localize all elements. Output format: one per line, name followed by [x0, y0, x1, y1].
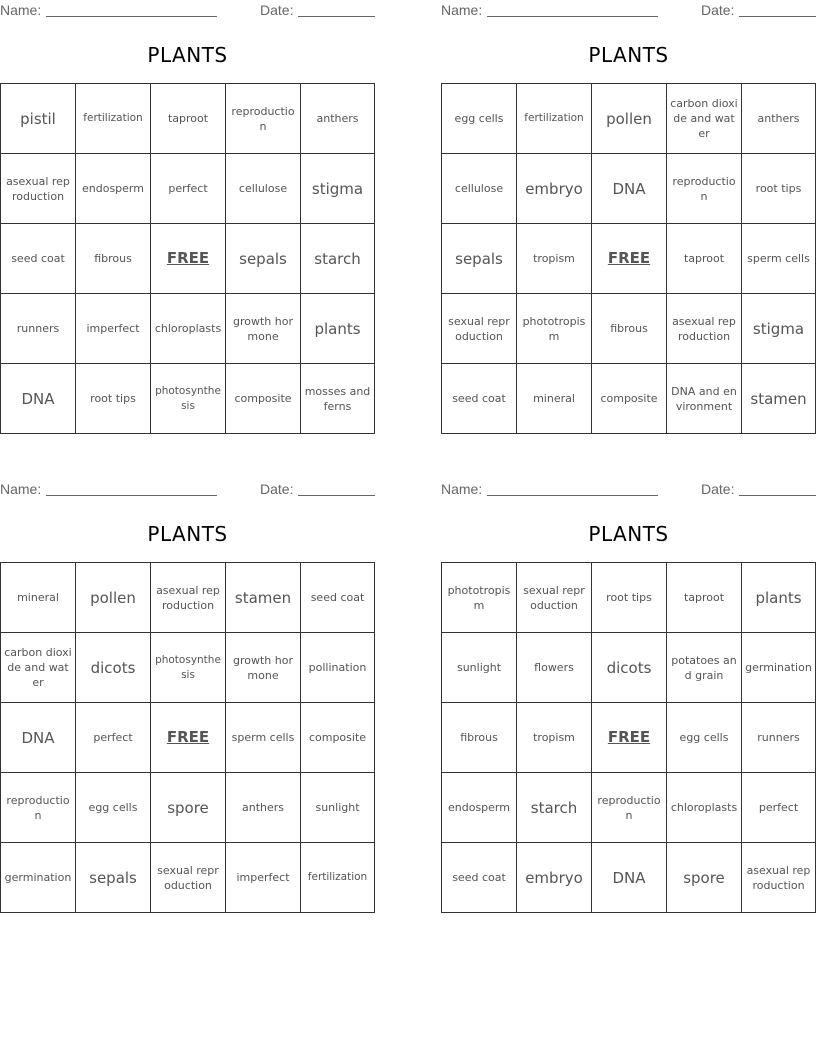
name-field[interactable]: [487, 495, 658, 496]
bingo-cell[interactable]: composite: [592, 364, 666, 433]
bingo-cell[interactable]: anthers: [226, 773, 300, 842]
date-field[interactable]: [739, 495, 816, 496]
bingo-cell[interactable]: phototropism: [517, 294, 591, 363]
bingo-cell[interactable]: dicots: [76, 633, 150, 702]
bingo-cell[interactable]: photosynthesis: [151, 633, 225, 702]
bingo-cell[interactable]: mosses and ferns: [301, 364, 374, 433]
bingo-cell[interactable]: sepals: [76, 843, 150, 912]
bingo-cell[interactable]: carbon dioxide and water: [667, 84, 741, 153]
bingo-grid: [0, 562, 375, 913]
free-space[interactable]: FREE: [592, 703, 666, 772]
name-date-row: [441, 481, 816, 499]
bingo-cell[interactable]: egg cells: [442, 84, 516, 153]
bingo-cell[interactable]: taproot: [667, 224, 741, 293]
bingo-cell[interactable]: seed coat: [442, 364, 516, 433]
bingo-grid: [0, 83, 375, 434]
bingo-cell[interactable]: perfect: [151, 154, 225, 223]
bingo-cell[interactable]: taproot: [151, 84, 225, 153]
bingo-cell[interactable]: asexual reproduction: [1, 154, 75, 223]
bingo-cell[interactable]: starch: [301, 224, 374, 293]
bingo-cell[interactable]: imperfect: [226, 843, 300, 912]
bingo-cell[interactable]: asexual reproduction: [667, 294, 741, 363]
bingo-cell[interactable]: growth hormone: [226, 633, 300, 702]
bingo-cell[interactable]: chloroplasts: [151, 294, 225, 363]
bingo-cell[interactable]: sunlight: [442, 633, 516, 702]
bingo-cell[interactable]: stamen: [742, 364, 815, 433]
bingo-cell[interactable]: growth hormone: [226, 294, 300, 363]
bingo-cell[interactable]: pollen: [592, 84, 666, 153]
bingo-cell[interactable]: egg cells: [667, 703, 741, 772]
bingo-cell[interactable]: fertilization: [76, 84, 150, 153]
bingo-cell[interactable]: sexual reproduction: [151, 843, 225, 912]
bingo-cell[interactable]: flowers: [517, 633, 591, 702]
bingo-cell[interactable]: reproduction: [226, 84, 300, 153]
bingo-cell[interactable]: root tips: [76, 364, 150, 433]
bingo-cell[interactable]: sexual reproduction: [442, 294, 516, 363]
bingo-cell[interactable]: seed coat: [442, 843, 516, 912]
bingo-cell[interactable]: perfect: [76, 703, 150, 772]
bingo-cell[interactable]: runners: [742, 703, 815, 772]
bingo-cell[interactable]: embryo: [517, 843, 591, 912]
bingo-cell[interactable]: DNA and environment: [667, 364, 741, 433]
name-label: Name:: [0, 2, 42, 18]
bingo-cell[interactable]: potatoes and grain: [667, 633, 741, 702]
bingo-cell[interactable]: fibrous: [76, 224, 150, 293]
bingo-cell[interactable]: sepals: [442, 224, 516, 293]
bingo-cell[interactable]: anthers: [301, 84, 374, 153]
card-title: PLANTS: [588, 522, 669, 546]
bingo-cell[interactable]: sperm cells: [742, 224, 815, 293]
bingo-card-3: [0, 479, 375, 919]
bingo-cell[interactable]: mineral: [517, 364, 591, 433]
bingo-cell[interactable]: endosperm: [442, 773, 516, 842]
bingo-cell[interactable]: sunlight: [301, 773, 374, 842]
bingo-cell[interactable]: sepals: [226, 224, 300, 293]
bingo-cell[interactable]: tropism: [517, 224, 591, 293]
name-field[interactable]: [46, 495, 217, 496]
bingo-cell[interactable]: fibrous: [442, 703, 516, 772]
bingo-cell[interactable]: phototropism: [442, 563, 516, 632]
bingo-cell[interactable]: seed coat: [301, 563, 374, 632]
bingo-cell[interactable]: taproot: [667, 563, 741, 632]
free-space[interactable]: FREE: [592, 224, 666, 293]
date-field[interactable]: [739, 16, 816, 17]
bingo-cell[interactable]: asexual reproduction: [151, 563, 225, 632]
bingo-cell[interactable]: fertilization: [301, 843, 374, 912]
bingo-cell[interactable]: reproduction: [1, 773, 75, 842]
bingo-cell[interactable]: perfect: [742, 773, 815, 842]
bingo-cell[interactable]: seed coat: [1, 224, 75, 293]
bingo-cell[interactable]: reproduction: [592, 773, 666, 842]
bingo-cell[interactable]: root tips: [742, 154, 815, 223]
bingo-card-1: [0, 0, 375, 440]
bingo-cell[interactable]: imperfect: [76, 294, 150, 363]
date-label: Date:: [701, 2, 735, 18]
bingo-cell[interactable]: starch: [517, 773, 591, 842]
card-title: PLANTS: [588, 43, 669, 67]
bingo-cell[interactable]: plants: [301, 294, 374, 363]
bingo-cell[interactable]: composite: [301, 703, 374, 772]
bingo-cell[interactable]: germination: [742, 633, 815, 702]
bingo-cell[interactable]: cellulose: [442, 154, 516, 223]
bingo-cell[interactable]: stigma: [301, 154, 374, 223]
bingo-cell[interactable]: germination: [1, 843, 75, 912]
bingo-cell[interactable]: dicots: [592, 633, 666, 702]
name-field[interactable]: [487, 16, 658, 17]
bingo-cell[interactable]: pollen: [76, 563, 150, 632]
bingo-cell[interactable]: embryo: [517, 154, 591, 223]
bingo-cell[interactable]: sexual reproduction: [517, 563, 591, 632]
bingo-cell[interactable]: fertilization: [517, 84, 591, 153]
bingo-card-2: [441, 0, 816, 440]
bingo-cell[interactable]: egg cells: [76, 773, 150, 842]
bingo-cell[interactable]: DNA: [592, 154, 666, 223]
free-space[interactable]: FREE: [151, 224, 225, 293]
bingo-grid: [441, 83, 816, 434]
bingo-cell[interactable]: spore: [667, 843, 741, 912]
bingo-cell[interactable]: mineral: [1, 563, 75, 632]
bingo-cell[interactable]: composite: [226, 364, 300, 433]
bingo-cell[interactable]: DNA: [592, 843, 666, 912]
name-label: Name:: [441, 2, 483, 18]
bingo-cell[interactable]: root tips: [592, 563, 666, 632]
name-date-row: [0, 481, 375, 499]
bingo-grid: [441, 562, 816, 913]
bingo-cell[interactable]: runners: [1, 294, 75, 363]
bingo-cell[interactable]: fibrous: [592, 294, 666, 363]
free-space[interactable]: FREE: [151, 703, 225, 772]
bingo-cell[interactable]: plants: [742, 563, 815, 632]
date-field[interactable]: [298, 495, 375, 496]
name-date-row: [0, 2, 375, 20]
card-title: PLANTS: [147, 43, 228, 67]
date-field[interactable]: [298, 16, 375, 17]
bingo-cell[interactable]: pollination: [301, 633, 374, 702]
date-label: Date:: [260, 481, 294, 497]
card-title: PLANTS: [147, 522, 228, 546]
bingo-card-4: [441, 479, 816, 919]
bingo-cell[interactable]: tropism: [517, 703, 591, 772]
bingo-cell[interactable]: photosynthesis: [151, 364, 225, 433]
bingo-cell[interactable]: endosperm: [76, 154, 150, 223]
name-date-row: [441, 2, 816, 20]
name-field[interactable]: [46, 16, 217, 17]
bingo-cell[interactable]: sperm cells: [226, 703, 300, 772]
bingo-cell[interactable]: DNA: [1, 703, 75, 772]
bingo-cell[interactable]: carbon dioxide and water: [1, 633, 75, 702]
date-label: Date:: [701, 481, 735, 497]
bingo-cell[interactable]: DNA: [1, 364, 75, 433]
bingo-cell[interactable]: stamen: [226, 563, 300, 632]
bingo-cell[interactable]: anthers: [742, 84, 815, 153]
bingo-cell[interactable]: reproduction: [667, 154, 741, 223]
bingo-cell[interactable]: pistil: [1, 84, 75, 153]
date-label: Date:: [260, 2, 294, 18]
name-label: Name:: [441, 481, 483, 497]
bingo-cell[interactable]: asexual reproduction: [742, 843, 815, 912]
bingo-cell[interactable]: stigma: [742, 294, 815, 363]
name-label: Name:: [0, 481, 42, 497]
bingo-cell[interactable]: chloroplasts: [667, 773, 741, 842]
bingo-cell[interactable]: cellulose: [226, 154, 300, 223]
bingo-cell[interactable]: spore: [151, 773, 225, 842]
